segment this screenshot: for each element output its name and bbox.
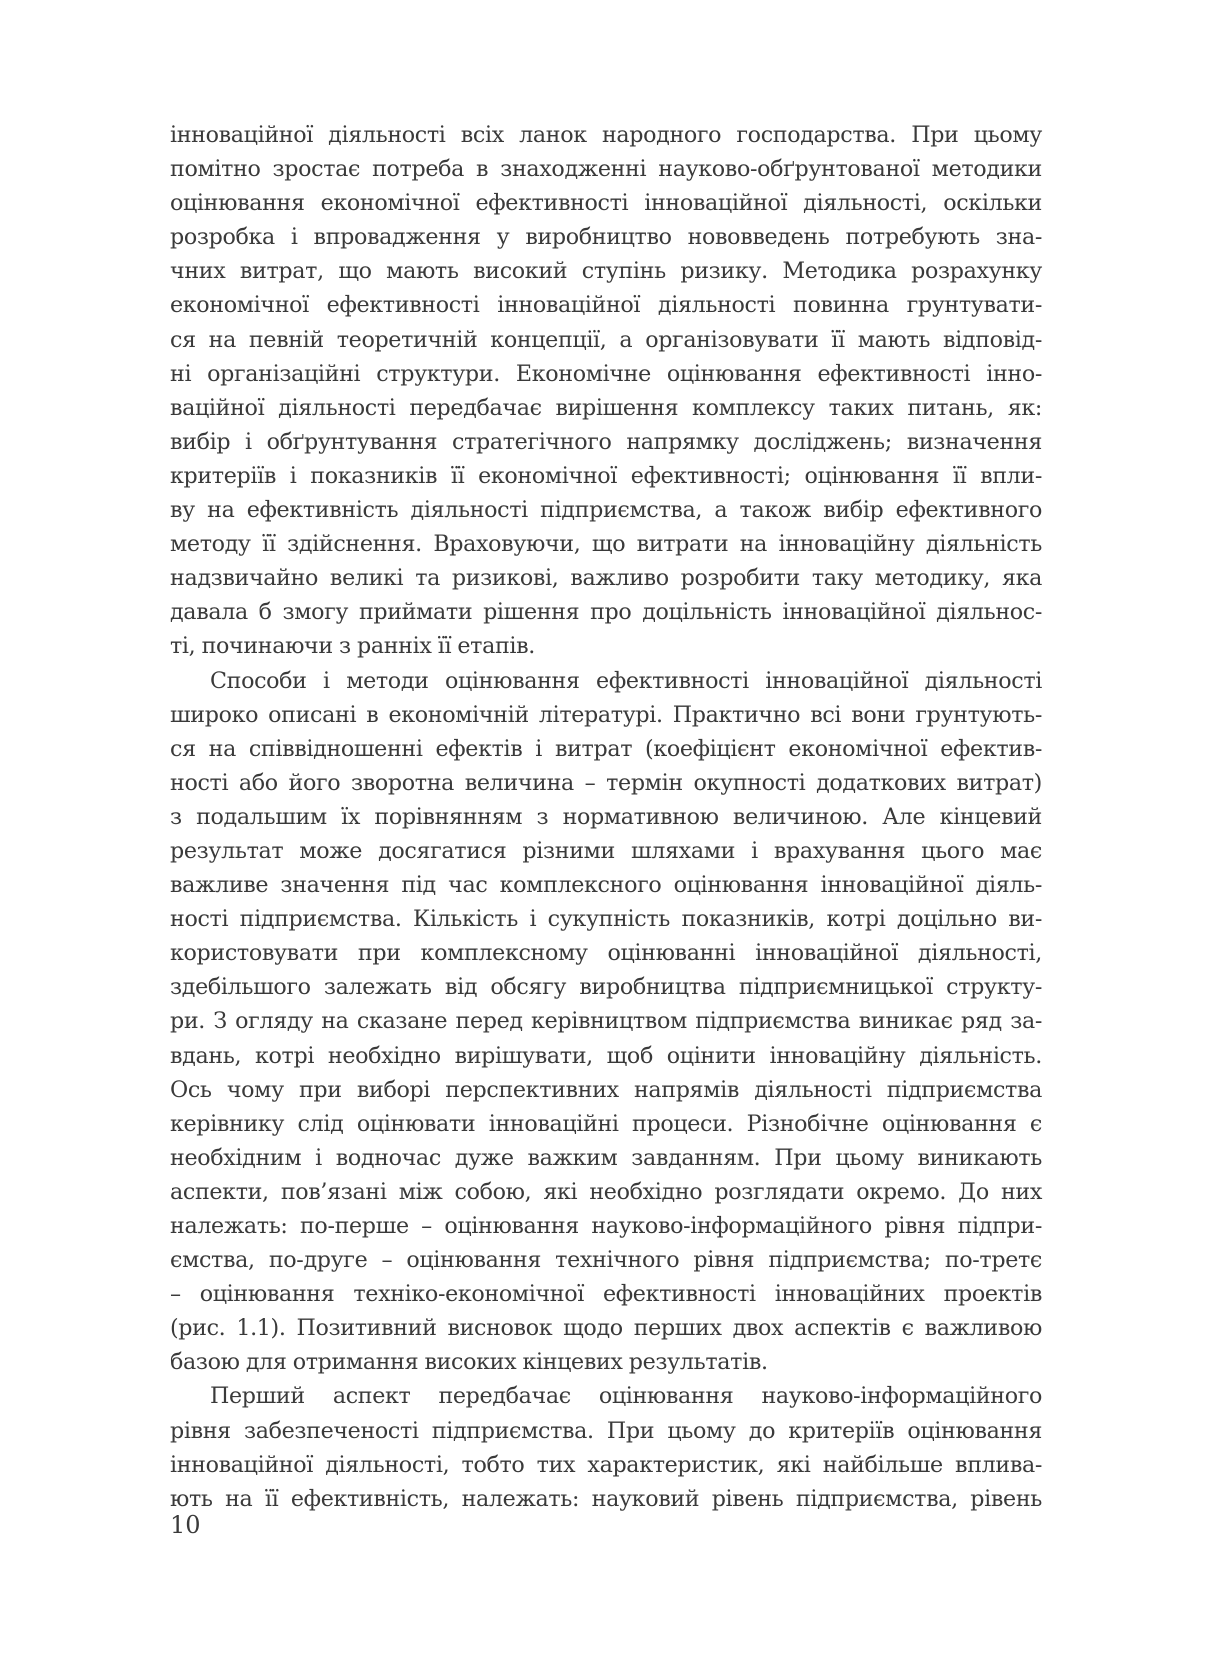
text-line: необхідним і водночас дуже важким завданням. При цьому виникають [170, 1144, 1042, 1171]
text-line: базою для отримання високих кінцевих результатів. [170, 1349, 768, 1376]
paragraph-first-line: Перший аспект передбачає оцінювання науково-інформаційного [210, 1383, 1042, 1410]
text-line: ності підприємства. Кількість і сукупність показників, котрі доцільно ви- [170, 906, 1042, 933]
text-line: ву на ефективність діяльності підприємства, а також вибір ефективного [170, 497, 1042, 524]
text-line: з подальшим їх порівнянням з нормативною величиною. Але кінцевий [170, 803, 1042, 830]
text-line: широко описані в економічній літературі. Практично всі вони грунтують- [170, 701, 1042, 728]
text-line: ся на певній теоретичній концепції, а організовувати її мають відповід- [170, 326, 1042, 353]
text-line: ся на співвідношенні ефектів і витрат (коефіцієнт економічної ефектив- [170, 735, 1042, 762]
text-line: давала б змогу приймати рішення про доцільність інноваційної діяльнос- [170, 599, 1042, 626]
text-line: ні організаційні структури. Економічне оцінювання ефективності інно- [170, 360, 1042, 387]
body-text [170, 118, 1042, 1516]
text-line: ності або його зворотна величина – термін окупності додаткових витрат) [170, 769, 1042, 796]
text-line: ваційної діяльності передбачає вирішення комплексу таких питань, як: [170, 394, 1042, 421]
text-line: оцінювання економічної ефективності інноваційної діяльності, оскільки [170, 190, 1042, 217]
text-line: ті, починаючи з ранніх її етапів. [170, 633, 536, 660]
page-number: 10 [170, 1511, 201, 1539]
text-line: ємства, по-друге – оцінювання технічного рівня підприємства; по-третє [170, 1247, 1042, 1274]
text-line: належать: по-перше – оцінювання науково-інформаційного рівня підпри- [170, 1213, 1042, 1239]
text-line: аспекти, пов’язані між собою, які необхідно розглядати окремо. До них [170, 1178, 1042, 1205]
text-line: інноваційної діяльності всіх ланок народного господарства. При цьому [170, 122, 1042, 148]
text-line: (рис. 1.1). Позитивний висновок щодо перших двох аспектів є важливою [170, 1315, 1042, 1342]
text-line: інноваційної діяльності, тобто тих характеристик, які найбільше вплива- [170, 1451, 1042, 1478]
text-line: методу її здійснення. Враховуючи, що витрати на інноваційну діяльність [170, 531, 1042, 558]
text-line: Ось чому при виборі перспективних напрямів діяльності підприємства [170, 1076, 1042, 1103]
text-line: критеріїв і показників її економічної ефективності; оцінювання її впли- [170, 462, 1042, 489]
text-line: помітно зростає потреба в знаходженні науково-обґрунтованої методики [170, 156, 1042, 183]
text-line: ють на її ефективність, належать: науковий рівень підприємства, рівень [170, 1485, 1042, 1512]
text-line: користовувати при комплексному оцінюванні інноваційної діяльності, [170, 940, 1042, 967]
text-line: – оцінювання техніко-економічної ефективності інноваційних проектів [170, 1281, 1042, 1308]
text-line: керівнику слід оцінювати інноваційні процеси. Різнобічне оцінювання є [170, 1110, 1042, 1137]
text-line: важливе значення під час комплексного оцінювання інноваційної діяль- [170, 872, 1042, 899]
text-line: здебільшого залежать від обсягу виробництва підприємницької структу- [170, 974, 1042, 1001]
text-line: розробка і впровадження у виробництво нововведень потребують зна- [170, 224, 1042, 251]
text-line: вдань, котрі необхідно вирішувати, щоб оцінити інноваційну діяльність. [170, 1042, 1042, 1069]
text-line: вибір і обґрунтування стратегічного напрямку досліджень; визначення [170, 428, 1042, 455]
text-line: економічної ефективності інноваційної діяльності повинна грунтувати- [170, 292, 1042, 319]
paragraph-first-line: Способи і методи оцінювання ефективності інноваційної діяльності [210, 667, 1042, 694]
text-line: ри. З огляду на сказане перед керівництвом підприємства виникає ряд за- [170, 1008, 1042, 1035]
text-line: надзвичайно великі та ризикові, важливо розробити таку методику, яка [170, 565, 1042, 592]
text-line: результат може досягатися різними шляхами і врахування цього має [170, 837, 1042, 864]
text-line: чних витрат, що мають високий ступінь ризику. Методика розрахунку [170, 258, 1042, 285]
text-line: рівня забезпеченості підприємства. При цьому до критеріїв оцінювання [170, 1417, 1042, 1444]
